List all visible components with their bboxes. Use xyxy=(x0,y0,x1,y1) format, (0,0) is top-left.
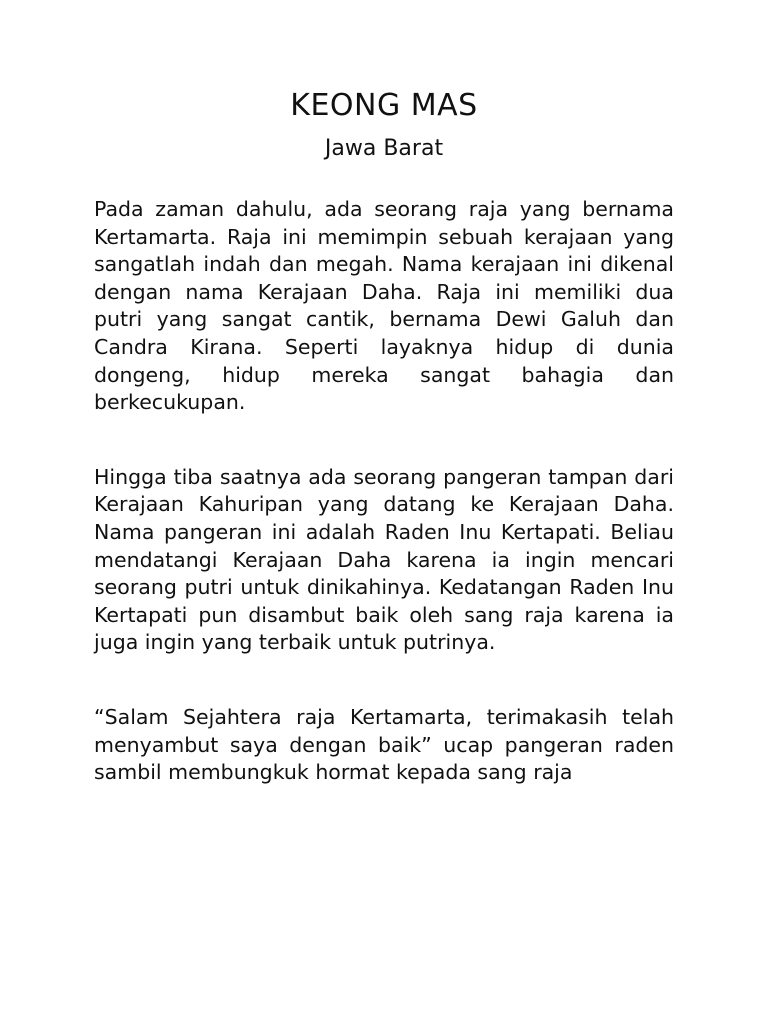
paragraph-3: “Salam Sejahtera raja Kertamarta, terimakasih telah menyambut saya dengan baik” ucap pangeran raden sambil membungkuk hormat kepada sang raja xyxy=(94,704,674,785)
document-subtitle: Jawa Barat xyxy=(324,136,444,161)
document-title: KEONG MAS xyxy=(290,88,478,123)
paragraph-1: Pada zaman dahulu, ada seorang raja yang bernama Kertamarta. Raja ini memimpin sebuah kerajaan yang sangatlah indah dan megah. Nama kerajaan ini dikenal dengan nama Kerajaan Daha. Raja ini memiliki dua putri yang sangat cantik, bernama Dewi Galuh dan Candra Kirana. Seperti layaknya hidup di dunia dongeng, hidup mereka sangat bahagia dan berkecukupan. xyxy=(94,197,674,415)
paragraph-2: Hingga tiba saatnya ada seorang pangeran tampan dari Kerajaan Kahuripan yang datang ke Kerajaan Daha. Nama pangeran ini adalah Raden Inu Kertapati. Beliau mendatangi Kerajaan Daha karena ia ingin mencari seorang putri untuk dinikahinya. Kedatangan Raden Inu Kertapati pun disambut baik oleh sang raja karena ia juga ingin yang terbaik untuk putrinya. xyxy=(94,464,674,655)
